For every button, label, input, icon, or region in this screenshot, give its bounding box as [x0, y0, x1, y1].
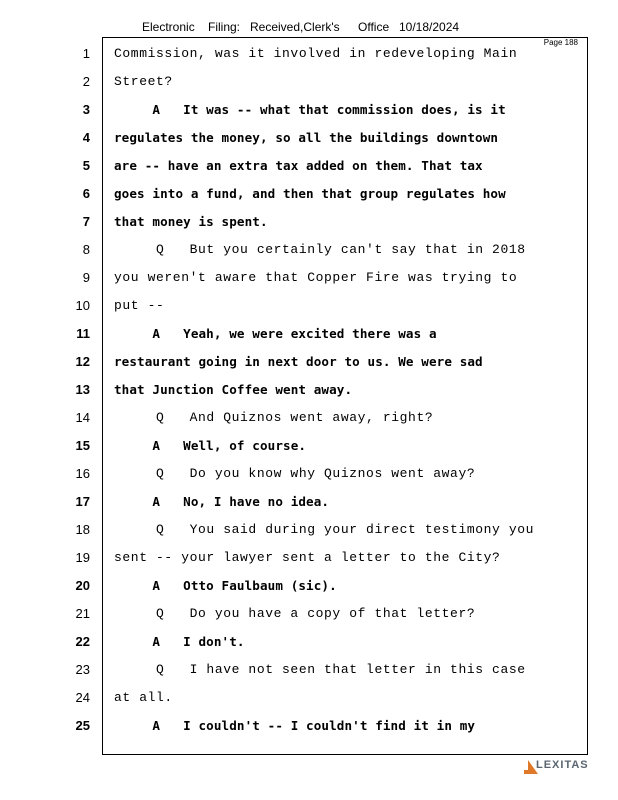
filing-header	[0, 20, 618, 36]
line-number: 10	[75, 298, 90, 313]
question-line: Q You said during your direct testimony you	[114, 522, 535, 537]
question-line: put --	[114, 298, 165, 313]
answer-line: that money is spent.	[114, 214, 268, 229]
line-number: 22	[75, 634, 90, 649]
line-number: 18	[75, 522, 90, 537]
line-number: 11	[76, 326, 90, 341]
question-line: Q But you certainly can't say that in 2018	[114, 242, 526, 257]
answer-line: A It was -- what that commission does, is it	[114, 102, 506, 117]
header-filing: Filing:	[208, 20, 241, 34]
line-number: 7	[82, 214, 90, 229]
header-office: Office	[358, 20, 390, 34]
answer-line: goes into a fund, and then that group regulates how	[114, 186, 506, 201]
line-number: 4	[82, 130, 90, 145]
answer-line: regulates the money, so all the buildings downtown	[114, 130, 499, 145]
line-number: 3	[82, 102, 90, 117]
answer-line: A No, I have no idea.	[114, 494, 330, 509]
line-number: 21	[75, 606, 90, 621]
question-line: Q Do you have a copy of that letter?	[114, 606, 476, 621]
lexitas-logo-text: LEXITAS	[536, 759, 589, 771]
answer-line: A I don't.	[114, 634, 245, 649]
header-electronic: Electronic	[142, 20, 195, 34]
question-line: at all.	[114, 690, 173, 705]
question-line: Q Do you know why Quiznos went away?	[114, 466, 476, 481]
line-number: 23	[75, 662, 90, 677]
line-number: 8	[82, 242, 90, 257]
line-number: 25	[75, 718, 90, 733]
answer-line: A I couldn't -- I couldn't find it in my	[114, 718, 476, 733]
line-number: 14	[75, 410, 90, 425]
line-number: 9	[82, 270, 90, 285]
line-number: 20	[75, 578, 90, 593]
answer-line: A Otto Faulbaum (sic).	[114, 578, 337, 593]
line-number: 16	[75, 466, 90, 481]
answer-line: restaurant going in next door to us. We were sad	[114, 354, 483, 369]
question-line: Street?	[114, 74, 173, 89]
line-number: 19	[75, 550, 90, 565]
question-line: you weren't aware that Copper Fire was trying to	[114, 270, 518, 285]
line-number: 5	[82, 158, 90, 173]
lexitas-logo	[524, 756, 594, 776]
answer-line: A Yeah, we were excited there was a	[114, 326, 437, 341]
answer-line: that Junction Coffee went away.	[114, 382, 353, 397]
line-number: 17	[75, 494, 90, 509]
line-number: 15	[75, 438, 90, 453]
line-number: 12	[75, 354, 90, 369]
page-number: Page 188	[543, 38, 578, 47]
question-line: Commission, was it involved in redeveloping Main	[114, 46, 518, 61]
answer-line: are -- have an extra tax added on them. That tax	[114, 158, 483, 173]
line-number: 2	[82, 74, 90, 89]
line-number: 1	[82, 46, 90, 61]
line-number: 24	[75, 690, 90, 705]
question-line: Q I have not seen that letter in this case	[114, 662, 526, 677]
answer-line: A Well, of course.	[114, 438, 307, 453]
question-line: Q And Quiznos went away, right?	[114, 410, 434, 425]
header-received: Received,Clerk's	[250, 20, 340, 34]
line-number: 13	[75, 382, 90, 397]
line-number: 6	[82, 186, 90, 201]
question-line: sent -- your lawyer sent a letter to the City?	[114, 550, 501, 565]
header-date: 10/18/2024	[399, 20, 460, 34]
